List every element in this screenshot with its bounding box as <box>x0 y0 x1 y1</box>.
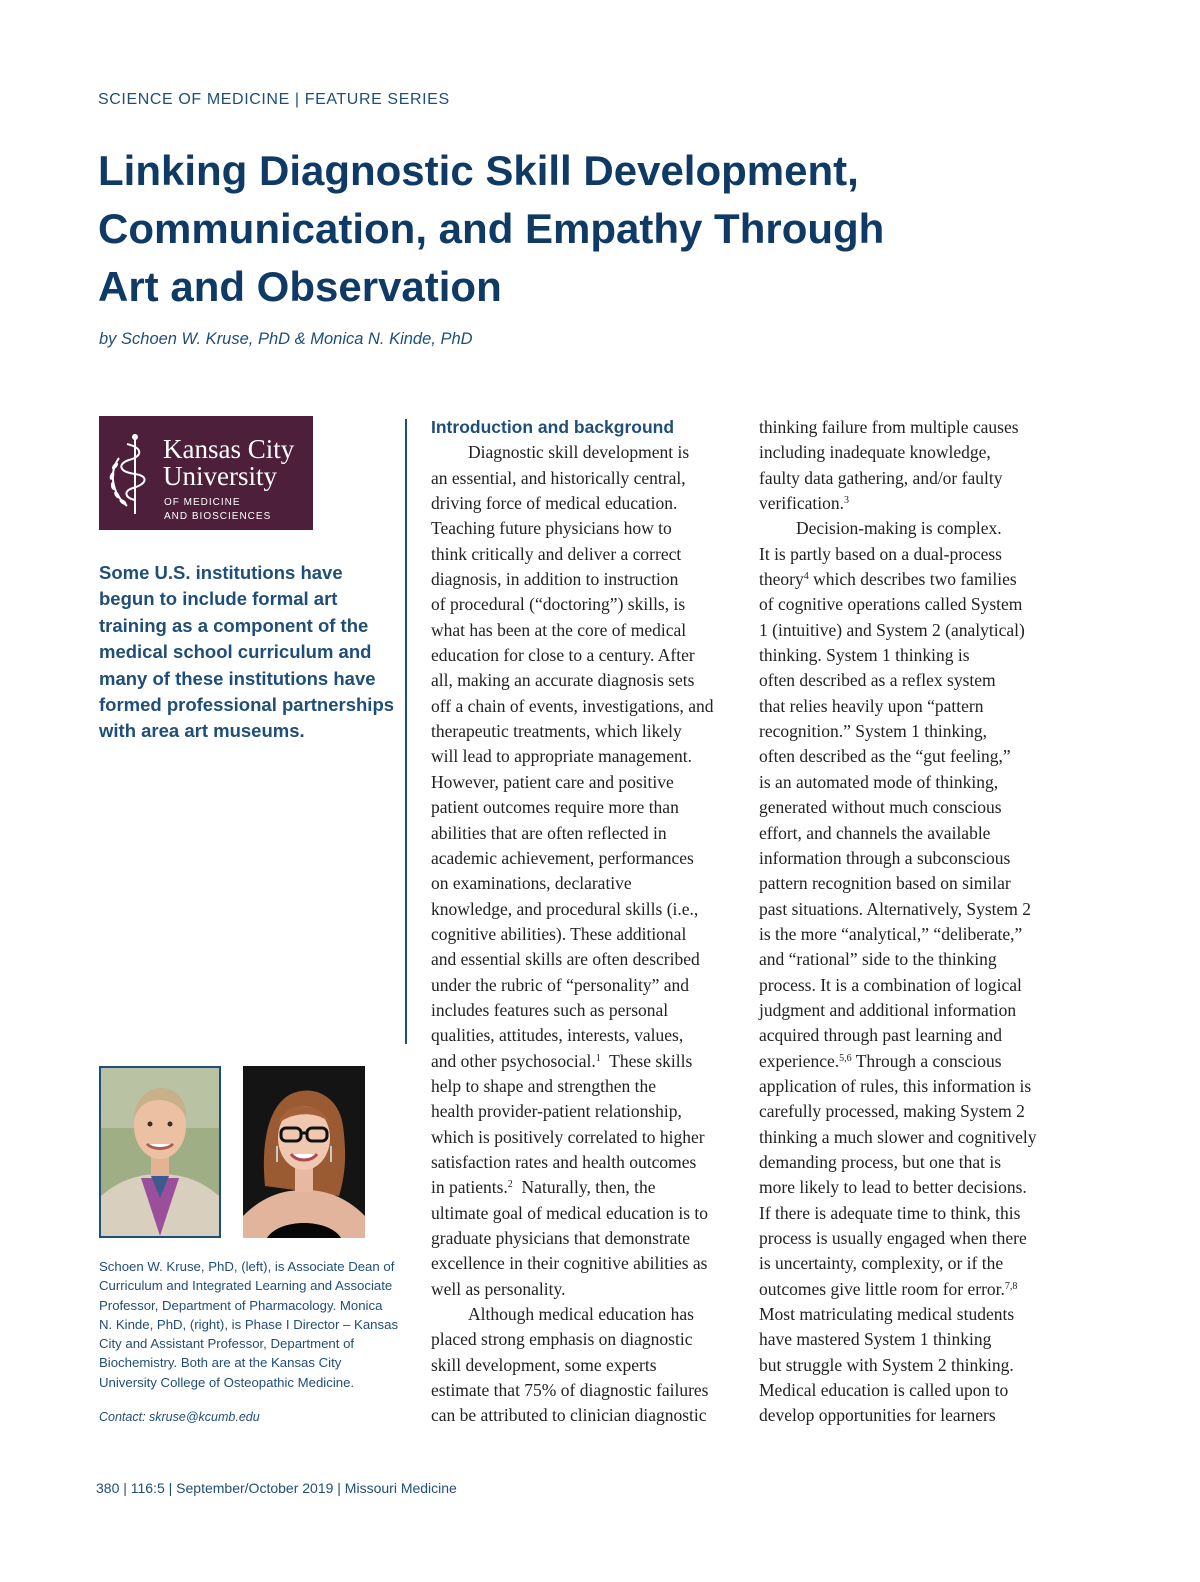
text-line: can be attributed to clinician diagnostic <box>431 1405 707 1426</box>
text-line: acquired through past learning and <box>759 1025 1002 1046</box>
author-photo-kruse <box>99 1066 221 1238</box>
text-line: is uncertainty, complexity, or if the <box>759 1253 1004 1274</box>
citation-ref: 2 <box>507 1179 513 1191</box>
text-line: health provider-patient relationship, <box>431 1101 682 1122</box>
text-line: pattern recognition based on similar <box>759 873 1011 894</box>
text-line: It is partly based on a dual-process <box>759 543 1002 564</box>
text-line: academic achievement, performances <box>431 847 694 868</box>
column-2-body <box>759 415 1079 1429</box>
logo-name-line1: Kansas City <box>163 434 295 464</box>
text-line: thinking. System 1 thinking is <box>759 645 970 666</box>
text-line: that relies heavily upon “pattern <box>759 695 984 716</box>
text-line: often described as the “gut feeling,” <box>759 746 1011 767</box>
citation-ref: 5,6 <box>839 1052 852 1064</box>
text-line: excellence in their cognitive abilities as <box>431 1253 708 1274</box>
text-line: qualities, attitudes, interests, values, <box>431 1025 684 1046</box>
citation-ref: 7,8 <box>1004 1280 1018 1292</box>
logo-name-line2: University <box>163 461 277 491</box>
text-line: outcomes give little room for error.$^{7,8}$ <box>759 1278 1018 1299</box>
text-line: what has been at the core of medical <box>431 619 687 640</box>
text-line: think critically and deliver a correct <box>431 543 682 564</box>
column-divider <box>405 419 407 1044</box>
text-line: experience.$^{5,6}$ Through a conscious <box>759 1050 1002 1071</box>
text-line: more likely to lead to better decisions. <box>759 1177 1027 1198</box>
text-line: driving force of medical education. <box>431 493 678 514</box>
citation-ref: 4 <box>803 571 809 583</box>
text-line: Decision-making is complex. <box>796 518 1002 539</box>
text-line: recognition.” System 1 thinking, <box>759 721 987 742</box>
text-line: Although medical education has <box>468 1304 694 1325</box>
author-caption: Schoen W. Kruse, PhD, (left), is Associate Dean of Curriculum and Integrated Learning and Associate Professor, Department of Pharmacology. Monica N. Kinde, PhD, (right), is Phase I Director – Kansas City and Assistant Professor, Department of Biochemistry. Both are at the Kansas City University College of Osteopathic Medicine. <box>99 1259 399 1390</box>
text-line: of procedural (“doctoring”) skills, is <box>431 594 686 615</box>
article-column-1 <box>431 415 751 1429</box>
text-line: is the more “analytical,” “deliberate,” <box>759 923 1023 944</box>
text-line: well as personality. <box>431 1278 566 1299</box>
text-line: demanding process, but one that is <box>759 1151 1002 1172</box>
text-line: and essential skills are often described <box>431 949 700 970</box>
text-line: help to shape and strengthen the <box>431 1075 657 1096</box>
section-subhead: Introduction and background <box>431 417 675 437</box>
citation-ref: 1 <box>595 1052 601 1064</box>
caduceus-laurel-icon <box>105 430 161 516</box>
text-line: If there is adequate time to think, this <box>759 1202 1021 1223</box>
text-line: abilities that are often reflected in <box>431 822 667 843</box>
text-line: placed strong emphasis on diagnostic <box>431 1329 693 1350</box>
text-line: process is usually engaged when there <box>759 1228 1027 1248</box>
text-line: is an automated mode of thinking, <box>759 771 999 792</box>
text-line: develop opportunities for learners <box>759 1405 996 1426</box>
text-line: graduate physicians that demonstrate <box>431 1228 691 1248</box>
text-line: and other psychosocial.$^1$ These skills <box>431 1050 693 1071</box>
article-column-2 <box>759 415 1079 1429</box>
text-line: estimate that 75% of diagnostic failures <box>431 1380 709 1401</box>
text-line: which is positively correlated to higher <box>431 1126 705 1147</box>
section-kicker: SCIENCE OF MEDICINE | FEATURE SERIES <box>98 91 450 108</box>
text-line: verification.$^3$ <box>759 493 850 514</box>
text-line: process. It is a combination of logical <box>759 974 1022 995</box>
text-line: thinking failure from multiple causes <box>759 417 1019 437</box>
text-line: patient outcomes require more than <box>431 797 679 818</box>
page-footer: 380 | 116:5 | September/October 2019 | Missouri Medicine <box>96 1480 457 1496</box>
text-line: skill development, some experts <box>431 1354 657 1375</box>
text-line: Medical education is called upon to <box>759 1380 1009 1401</box>
text-line: includes features such as personal <box>431 999 669 1020</box>
text-line: therapeutic treatments, which likely <box>431 721 682 742</box>
text-line: judgment and additional information <box>759 999 1017 1020</box>
text-line: effort, and channels the available <box>759 822 991 843</box>
text-line: on examinations, declarative <box>431 873 632 894</box>
text-line: education for close to a century. After <box>431 645 695 666</box>
text-line: carefully processed, making System 2 <box>759 1101 1025 1122</box>
citation-ref: 3 <box>844 495 850 507</box>
text-line: However, patient care and positive <box>431 771 674 792</box>
text-line: knowledge, and procedural skills (i.e., <box>431 898 699 919</box>
text-line: application of rules, this information is <box>759 1075 1032 1096</box>
text-line: in patients.$^2$ Naturally, then, the <box>431 1177 656 1198</box>
text-line: including inadequate knowledge, <box>759 442 991 463</box>
text-line: faulty data gathering, and/or faulty <box>759 467 1003 488</box>
text-line: an essential, and historically central, <box>431 467 686 488</box>
text-line: will lead to appropriate management. <box>431 746 692 767</box>
text-line: past situations. Alternatively, System 2 <box>759 898 1032 919</box>
text-line: 1 (intuitive) and System 2 (analytical) <box>759 619 1025 640</box>
text-line: all, making an accurate diagnosis sets <box>431 670 695 691</box>
text-line: satisfaction rates and health outcomes <box>431 1151 697 1172</box>
author-contact: Contact: skruse@kcumb.edu <box>99 1410 260 1424</box>
author-photo-kinde <box>243 1066 365 1238</box>
text-line: but struggle with System 2 thinking. <box>759 1354 1014 1375</box>
text-line: Teaching future physicians how to <box>431 518 672 539</box>
text-line: diagnosis, in addition to instruction <box>431 569 679 590</box>
text-line: generated without much conscious <box>759 797 1002 818</box>
logo-sub-line2: AND BIOSCIENCES <box>164 511 272 522</box>
article-title: Linking Diagnostic Skill Development, Communication, and Empathy Through Art and Observation <box>98 147 885 310</box>
byline: by Schoen W. Kruse, PhD & Monica N. Kinde, PhD <box>99 330 473 348</box>
pull-quote: Some U.S. institutions have begun to include formal art training as a component of the medical school curriculum and many of these institutions have formed professional partnerships with area art museums. <box>99 562 395 742</box>
text-line: Diagnostic skill development is <box>468 442 690 463</box>
text-line: of cognitive operations called System <box>759 594 1023 615</box>
text-line: have mastered System 1 thinking <box>759 1329 992 1350</box>
text-line: and “rational” side to the thinking <box>759 949 997 970</box>
text-line: ultimate goal of medical education is to <box>431 1202 709 1223</box>
text-line: theory$^4$ which describes two families <box>759 569 1017 590</box>
university-logo <box>99 416 313 530</box>
logo-sub-line1: OF MEDICINE <box>164 497 241 508</box>
text-line: under the rubric of “personality” and <box>431 974 690 995</box>
column-1-body <box>431 440 751 1428</box>
text-line: cognitive abilities). These additional <box>431 923 687 944</box>
text-line: often described as a reflex system <box>759 670 996 691</box>
text-line: off a chain of events, investigations, and <box>431 695 714 716</box>
text-line: information through a subconscious <box>759 847 1011 868</box>
text-line: Most matriculating medical students <box>759 1304 1015 1325</box>
text-line: thinking a much slower and cognitively <box>759 1126 1037 1147</box>
